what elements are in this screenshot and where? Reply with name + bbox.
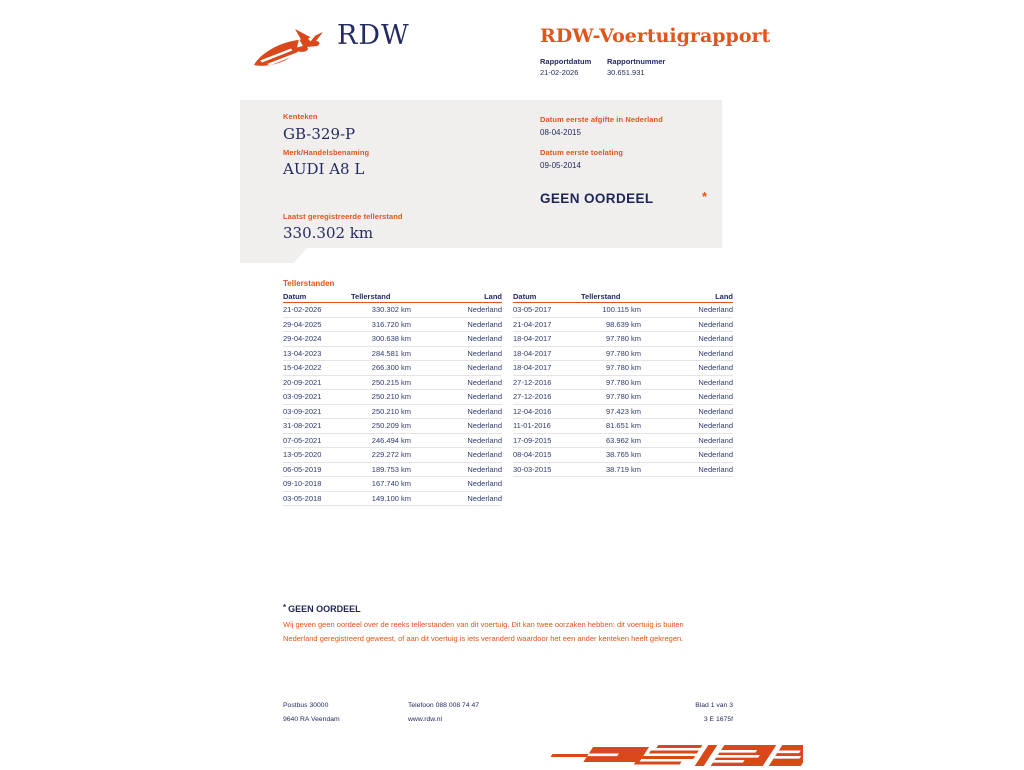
cell-datum: 18-04-2017: [513, 348, 552, 358]
col-header-land: Land: [715, 292, 733, 301]
cell-datum: 27-12-2016: [513, 392, 552, 402]
rdw-wordmark: RDW: [337, 20, 410, 51]
report-number-label: Rapportnummer: [607, 57, 666, 66]
table-row: [283, 390, 502, 405]
cell-land: Nederland: [698, 377, 733, 387]
cell-datum: 09-10-2018: [283, 479, 322, 489]
eerste-toelating-label: Datum eerste toelating: [540, 148, 624, 157]
footnote-asterisk: *: [283, 603, 287, 612]
cell-tellerstand: 250.210 km: [371, 406, 411, 416]
cell-land: Nederland: [698, 319, 733, 329]
merk-label: Merk/Handelsbenaming: [283, 148, 370, 157]
footer-page-number: Blad 1 van 3: [695, 702, 733, 709]
cell-land: Nederland: [467, 319, 502, 329]
table-header-row: [283, 291, 502, 303]
cell-land: Nederland: [698, 406, 733, 416]
table-row: [283, 332, 502, 347]
cell-tellerstand: 97.780 km: [605, 363, 641, 373]
cell-tellerstand: 63.962 km: [605, 435, 641, 445]
cell-land: Nederland: [698, 464, 733, 474]
cell-datum: 27-12-2016: [513, 377, 552, 387]
cell-land: Nederland: [698, 348, 733, 358]
eerste-toelating-value: 09-05-2014: [540, 161, 581, 170]
cell-datum: 07-05-2021: [283, 435, 322, 445]
table-row: [513, 361, 733, 376]
cell-land: Nederland: [467, 334, 502, 344]
cell-land: Nederland: [467, 464, 502, 474]
cell-tellerstand: 250.210 km: [371, 392, 411, 402]
cell-datum: 12-04-2016: [513, 406, 552, 416]
col-header-land: Land: [484, 292, 502, 301]
cell-datum: 20-09-2021: [283, 377, 322, 387]
footer-contact: [408, 699, 479, 727]
cell-datum: 18-04-2017: [513, 334, 552, 344]
report-title: RDW-Voertuigrapport: [540, 25, 771, 47]
cell-land: Nederland: [698, 450, 733, 460]
cell-tellerstand: 97.780 km: [605, 334, 641, 344]
col-header-tellerstand: Tellerstand: [581, 292, 621, 301]
cell-land: Nederland: [698, 435, 733, 445]
cell-land: Nederland: [698, 334, 733, 344]
table-row: [283, 303, 502, 318]
kenteken-value: GB-329-P: [283, 125, 356, 143]
cell-tellerstand: 38.719 km: [605, 464, 641, 474]
table-row: [513, 376, 733, 391]
cell-land: Nederland: [698, 392, 733, 402]
cell-tellerstand: 229.272 km: [371, 450, 411, 460]
cell-datum: 11-01-2016: [513, 421, 551, 431]
laatste-tellerstand-label: Laatst geregistreerde tellerstand: [283, 212, 403, 221]
table-row: [283, 434, 502, 449]
cell-tellerstand: 189.753 km: [371, 464, 411, 474]
cell-land: Nederland: [467, 363, 502, 373]
cell-tellerstand: 149.100 km: [371, 493, 411, 503]
cell-land: Nederland: [698, 421, 733, 431]
cell-datum: 15-04-2022: [283, 363, 322, 373]
col-header-datum: Datum: [283, 292, 307, 301]
speed-stripes-graphic: [543, 744, 803, 770]
table-row: [513, 448, 733, 463]
cell-tellerstand: 97.780 km: [605, 377, 641, 387]
table-row: [283, 492, 502, 507]
footnote-body: Wij geven geen oordeel over de reeks tellerstanden van dit voertuig. Dit kan twee oorzaken hebben: dit voertuig is buiten Nederland geregistreerd geweest, of aan dit voertuig is iets veranderd waardoor het een ander kenteken heeft gekregen.: [283, 620, 684, 643]
merk-value: AUDI A8 L: [283, 160, 365, 178]
table-row: [283, 376, 502, 391]
table-row: [513, 434, 733, 449]
cell-datum: 21-04-2017: [513, 319, 552, 329]
rdw-logo: [253, 20, 410, 70]
table-row: [513, 419, 733, 434]
cell-datum: 03-09-2021: [283, 406, 322, 416]
cell-datum: 21-02-2026: [283, 305, 322, 315]
table-row: [513, 303, 733, 318]
cell-tellerstand: 38.765 km: [605, 450, 641, 460]
cell-land: Nederland: [467, 493, 502, 503]
vehicle-summary-box-tab: [240, 248, 307, 263]
oordeel-status: GEEN OORDEEL: [540, 191, 654, 206]
table-row: [283, 477, 502, 492]
table-row: [283, 361, 502, 376]
cell-land: Nederland: [467, 421, 502, 431]
cell-datum: 13-05-2020: [283, 450, 322, 460]
table-row: [513, 405, 733, 420]
oordeel-asterisk: *: [702, 189, 708, 204]
cell-datum: 03-09-2021: [283, 392, 322, 402]
table-row: [283, 347, 502, 362]
cell-land: Nederland: [467, 435, 502, 445]
footer-phone: Telefoon 088 008 74 47: [408, 702, 480, 709]
report-date-label: Rapportdatum: [540, 57, 592, 66]
table-row: [283, 419, 502, 434]
cell-datum: 13-04-2023: [283, 348, 322, 358]
tellerstanden-table-right: [513, 291, 733, 477]
cell-datum: 06-05-2019: [283, 464, 322, 474]
cell-tellerstand: 97.780 km: [605, 392, 641, 402]
table-row: [283, 318, 502, 333]
cell-tellerstand: 250.209 km: [371, 421, 411, 431]
cell-land: Nederland: [467, 392, 502, 402]
cell-land: Nederland: [467, 479, 502, 489]
report-date-value: 21-02-2026: [540, 68, 579, 77]
col-header-tellerstand: Tellerstand: [351, 292, 391, 301]
footnote-title-text: GEEN OORDEEL: [288, 604, 361, 614]
cell-tellerstand: 330.302 km: [371, 305, 411, 315]
cell-tellerstand: 100.115 km: [602, 305, 641, 315]
col-header-datum: Datum: [513, 292, 537, 301]
footer-form-code: 3 E 1675f: [703, 716, 733, 723]
rdw-wing-icon: [253, 24, 331, 70]
cell-tellerstand: 98.639 km: [605, 319, 641, 329]
cell-land: Nederland: [467, 406, 502, 416]
footer-address-line2: 9640 RA Veendam: [283, 716, 340, 723]
table-row: [283, 463, 502, 478]
table-header-row: [513, 291, 733, 303]
cell-tellerstand: 167.740 km: [371, 479, 411, 489]
cell-tellerstand: 81.651 km: [605, 421, 641, 431]
table-row: [513, 332, 733, 347]
cell-datum: 17-09-2015: [513, 435, 552, 445]
cell-datum: 08-04-2015: [513, 450, 552, 460]
eerste-afgifte-value: 08-04-2015: [540, 128, 581, 137]
footer-address: [283, 699, 340, 727]
table-row: [283, 405, 502, 420]
cell-tellerstand: 250.215 km: [371, 377, 411, 387]
cell-datum: 03-05-2017: [513, 305, 552, 315]
footer-page-info: [633, 699, 733, 727]
cell-tellerstand: 246.494 km: [371, 435, 411, 445]
footer-website[interactable]: www.rdw.nl: [408, 716, 442, 723]
cell-tellerstand: 97.423 km: [605, 406, 641, 416]
laatste-tellerstand-value: 330.302 km: [283, 224, 374, 242]
report-number-value: 30.651.931: [607, 68, 645, 77]
cell-land: Nederland: [467, 348, 502, 358]
cell-tellerstand: 266.300 km: [371, 363, 411, 373]
cell-datum: 18-04-2017: [513, 363, 552, 373]
table-row: [513, 463, 733, 478]
cell-datum: 31-08-2021: [283, 421, 322, 431]
cell-land: Nederland: [698, 363, 733, 373]
table-row: [283, 448, 502, 463]
cell-land: Nederland: [467, 450, 502, 460]
footnote-title: [283, 603, 361, 614]
tellerstanden-heading: Tellerstanden: [283, 279, 335, 288]
kenteken-label: Kenteken: [283, 112, 318, 121]
cell-tellerstand: 300.638 km: [371, 334, 411, 344]
cell-datum: 29-04-2024: [283, 334, 322, 344]
cell-datum: 03-05-2018: [283, 493, 322, 503]
cell-land: Nederland: [467, 377, 502, 387]
cell-land: Nederland: [698, 305, 733, 315]
tellerstanden-table-left: [283, 291, 502, 506]
table-row: [513, 390, 733, 405]
cell-tellerstand: 97.780 km: [605, 348, 641, 358]
cell-datum: 29-04-2025: [283, 319, 322, 329]
table-row: [513, 347, 733, 362]
cell-land: Nederland: [467, 305, 502, 315]
table-row: [513, 318, 733, 333]
footer-address-line1: Postbus 30000: [283, 702, 329, 709]
cell-tellerstand: 316.720 km: [371, 319, 411, 329]
eerste-afgifte-label: Datum eerste afgifte in Nederland: [540, 115, 663, 124]
cell-tellerstand: 284.581 km: [371, 348, 411, 358]
cell-datum: 30-03-2015: [513, 464, 552, 474]
